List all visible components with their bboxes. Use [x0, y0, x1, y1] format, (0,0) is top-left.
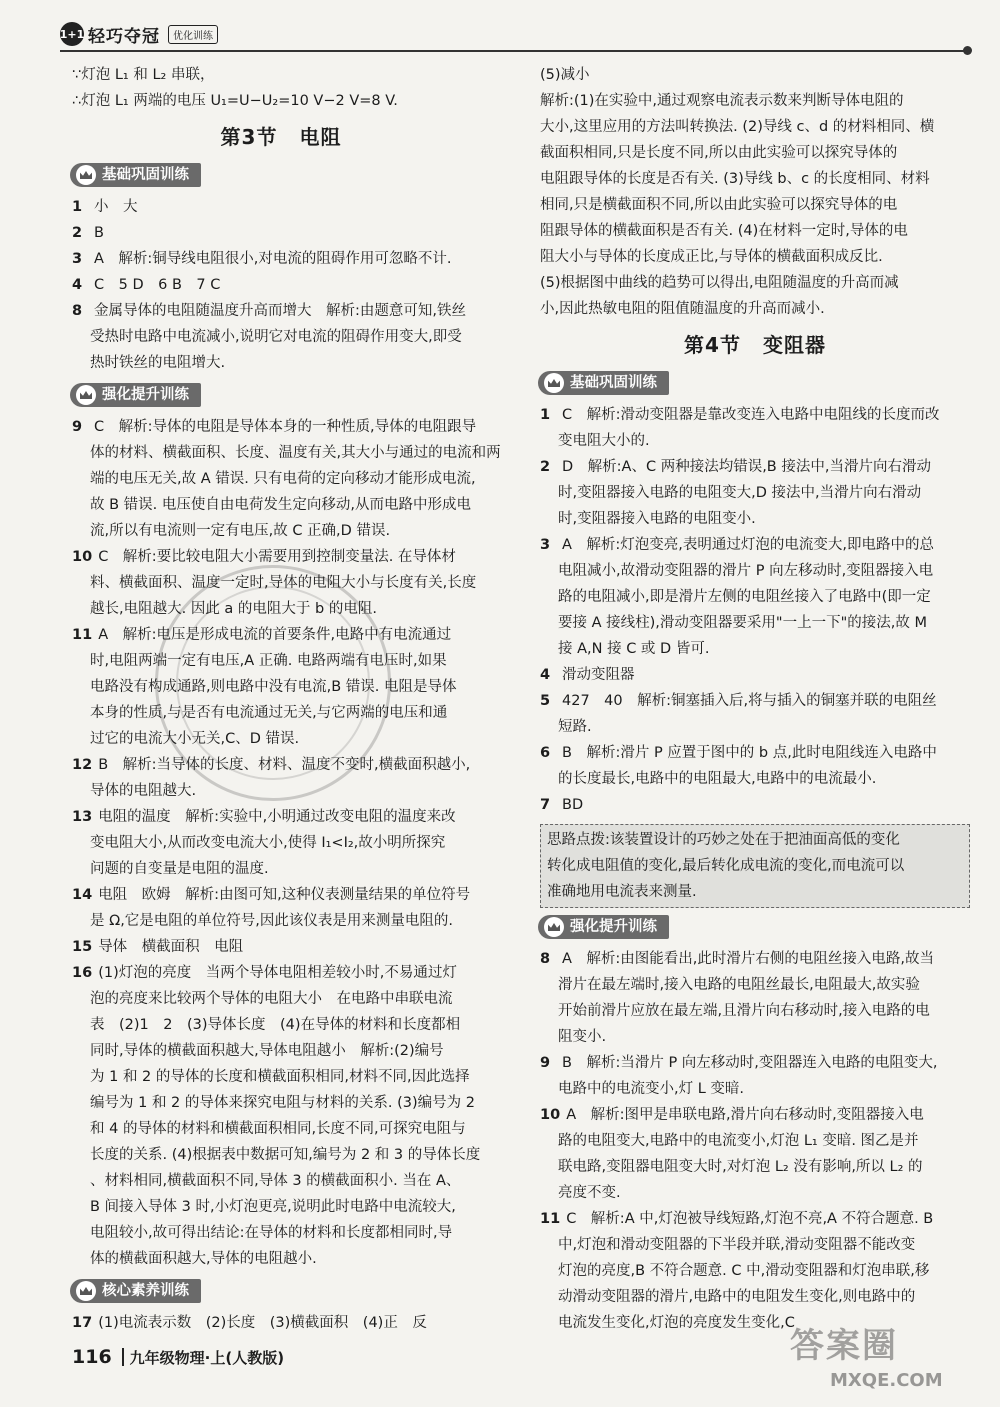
question-number: 13 [72, 809, 93, 825]
answer-text: 的长度最长,电路中的电阻最大,电路中的电流最小. [558, 771, 877, 787]
text-line: 小,因此热敏电阻的阻值随温度的升高而减小. [540, 301, 825, 317]
answer-text: 本身的性质,与是否有电流通过无关,与它两端的电压和通 [90, 705, 448, 721]
answer-text: 受热时电路中电流减小,说明它对电流的阻碍作用变大,即受 [90, 329, 462, 345]
answer-item [540, 740, 970, 792]
answer-item [540, 1102, 970, 1206]
right-column [540, 62, 970, 1336]
answer-text: A 解析:灯泡变亮,表明通过灯泡的电流变大,即电路中的总 [562, 537, 935, 553]
answer-text: 要接 A 接线柱),滑动变阻器要采用"一上一下"的接法,故 M [558, 615, 927, 631]
answer-text: 为 1 和 2 的导体的长度和横截面积相同,材料不同,因此选择 [90, 1069, 470, 1085]
question-number: 9 [540, 1055, 551, 1071]
answer-text: 变电阻大小的. [558, 433, 650, 449]
answer-block [540, 946, 970, 1336]
answer-text: 滑动变阻器 [562, 667, 635, 683]
answer-item [72, 934, 490, 960]
answer-item [72, 414, 501, 544]
banner-label: 基础巩固训练 [102, 167, 189, 183]
answer-item [540, 792, 970, 818]
answer-item [72, 804, 490, 882]
intro-lines [72, 62, 490, 114]
answer-text: 电路没有构成通路,则电路中没有电流,B 错误. 电阻是导体 [90, 679, 457, 695]
question-number: 11 [72, 627, 93, 643]
text-line: 阻跟导体的横截面积是否有关. (4)在材料一定时,导体的电 [540, 223, 908, 239]
section-title-4 [540, 332, 970, 358]
logo-mark: 1+1 [60, 22, 84, 46]
section-number: 第3节 [220, 125, 278, 149]
answer-text: 是 Ω,它是电阻的单位符号,因此该仪表是用来测量电阻的. [90, 913, 454, 929]
answer-item [72, 544, 490, 622]
question-number: 10 [72, 549, 93, 565]
text-line: ∵灯泡 L₁ 和 L₂ 串联， [72, 67, 215, 83]
answer-item [72, 246, 490, 272]
answer-text: B 解析:当滑片 P 向左移动时,变阻器连入电路的电阻变大, [562, 1055, 938, 1071]
answer-text: 中,灯泡和滑动变阻器的下半段并联,滑动变阻器不能改变 [558, 1237, 916, 1253]
logo-tag: 优化训练 [168, 25, 218, 44]
text-line: 解析:(1)在实验中,通过观察电流表示数来判断导体电阻的 [540, 93, 904, 109]
answer-item [72, 960, 490, 1272]
section-name: 变阻器 [762, 333, 826, 357]
header-dot [963, 46, 972, 55]
answer-text: 时,电阻两端一定有电压,A 正确. 电路两端有电压时,如果 [90, 653, 447, 669]
answer-text: B 间接入导体 3 时,小灯泡更亮,说明此时电路中电流较大, [90, 1199, 456, 1215]
answer-text: 编号为 1 和 2 的导体来探究电阻与材料的关系. (3)编号为 2 [90, 1095, 475, 1111]
answer-text: 流,所以有电流则一定有电压,故 C 正确,D 错误. [90, 523, 391, 539]
answer-text: 端的电压无关,故 A 错误. 只有电荷的定向移动才能形成电流, [90, 471, 476, 487]
answer-text: A 解析:电压是形成电流的首要条件,电路中有电流通过 [98, 627, 452, 643]
answer-text: C 解析:要比较电阻大小需要用到控制变量法. 在导体材 [98, 549, 456, 565]
answer-text: B 解析:滑片 P 应置于图中的 b 点,此时电阻线连入电路中 [562, 745, 937, 761]
answer-text: 问题的自变量是电阻的温度. [90, 861, 269, 877]
question-number: 2 [72, 225, 83, 241]
question-number: 1 [72, 199, 83, 215]
answer-text: A 解析:铜导线电阻很小,对电流的阻碍作用可忽略不计. [94, 251, 452, 267]
answer-text: 亮度不变. [558, 1185, 621, 1201]
answer-text: C 5 D 6 B 7 C [94, 277, 221, 293]
answer-block [72, 1310, 490, 1336]
question-number: 6 [540, 745, 551, 761]
answer-text: C 解析:滑动变阻器是靠改变连入电路中电阻线的长度而改 [562, 407, 940, 423]
answer-block [72, 194, 490, 376]
answer-text: B [94, 225, 104, 241]
banner-core [70, 1278, 490, 1304]
answer-text: 泡的亮度来比较两个导体的电阻大小 在电路中串联电流 [90, 991, 453, 1007]
answer-text: BD [562, 797, 584, 813]
question-number: 3 [540, 537, 551, 553]
answer-text: 料、横截面积、温度一定时,导体的电阻大小与长度有关,长度 [90, 575, 477, 591]
answer-text: 短路. [558, 719, 592, 735]
text-line: 相同,只是横截面积不同,所以由此实验可以探究导体的电 [540, 197, 898, 213]
answer-item [72, 752, 490, 804]
answer-item [72, 194, 490, 220]
watermark-url: MXQE.COM [830, 1370, 943, 1391]
header-rule [60, 50, 970, 52]
question-number: 9 [72, 419, 83, 435]
text-line: 转化成电阻值的变化,最后转化成电流的变化,而电流可以 [547, 858, 905, 874]
question-number: 2 [540, 459, 551, 475]
text-line: ∴灯泡 L₁ 两端的电压 U₁=U−U₂=10 V−2 V=8 V. [72, 93, 398, 109]
banner-label: 强化提升训练 [570, 919, 657, 935]
answer-text: 电阻较小,故可得出结论:在导体的材料和长度都相同时,导 [90, 1225, 453, 1241]
answer-item [540, 532, 970, 662]
answer-text: 427 40 解析:铜塞插入后,将与插入的铜塞并联的电阻丝 [562, 693, 937, 709]
answer-text: 导体 横截面积 电阻 [98, 939, 244, 955]
text-line: 思路点拨:该装置设计的巧妙之处在于把油面高低的变化 [547, 832, 900, 848]
answer-text: (1)电流表示数 (2)长度 (3)横截面积 (4)正 反 [98, 1315, 427, 1331]
answer-text: 时,变阻器接入电路的电阻变小. [558, 511, 756, 527]
question-number: 11 [540, 1211, 561, 1227]
question-number: 15 [72, 939, 93, 955]
banner-label: 基础巩固训练 [570, 375, 657, 391]
banner-basic [538, 370, 970, 396]
answer-text: 和 4 的导体的材料和横截面积相同,长度不同,可探究电阻与 [90, 1121, 466, 1137]
tip-box [540, 824, 970, 908]
answer-item [72, 298, 490, 376]
answer-text: 变电阻大小,从而改变电流大小,使得 I₁<I₂,故小明所探究 [90, 835, 446, 851]
answer-text: 金属导体的电阻随温度升高而增大 解析:由题意可知,铁丝 [94, 303, 466, 319]
answer-text: 导体的电阻越大. [90, 783, 197, 799]
crown-icon [76, 1281, 96, 1301]
answer-text: B 解析:当导体的长度、材料、温度不变时,横截面积越小, [98, 757, 471, 773]
answer-item [72, 622, 490, 752]
crown-icon [76, 385, 96, 405]
answer-item [72, 220, 490, 246]
question-number: 3 [72, 251, 83, 267]
answer-text: 路的电阻变大,电路中的电流变小,灯泡 L₁ 变暗. 图乙是并 [558, 1133, 919, 1149]
question-number: 4 [72, 277, 83, 293]
answer-text: 灯泡的亮度,B 不符合题意. C 中,滑动变阻器和灯泡串联,移 [558, 1263, 930, 1279]
answer-text: 长度的关系. (4)根据表中数据可知,编号为 2 和 3 的导体长度 [90, 1147, 481, 1163]
banner-basic [70, 162, 490, 188]
answer-text: (1)灯泡的亮度 当两个导体电阻相差较小时,不易通过灯 [98, 965, 457, 981]
answer-text: 过它的电流大小无关,C、D 错误. [90, 731, 300, 747]
answer-text: 故 B 错误. 电压使自由电荷发生定向移动,从而电路中形成电 [90, 497, 471, 513]
answer-text: 表 (2)1 2 (3)导体长度 (4)在导体的材料和长度都相 [90, 1017, 461, 1033]
question-number: 10 [540, 1107, 561, 1123]
answer-text: D 解析:A、C 两种接法均错误,B 接法中,当滑片向右滑动 [562, 459, 931, 475]
answer-item [540, 454, 970, 532]
answer-text: A 解析:图甲是串联电路,滑片向右移动时,变阻器接入电 [566, 1107, 924, 1123]
section-title-3 [72, 124, 490, 150]
answer-item [540, 662, 970, 688]
answer-text: 电路中的电流变小,灯 L 变暗. [558, 1081, 745, 1097]
continued-answer [540, 62, 970, 322]
question-number: 4 [540, 667, 551, 683]
footer-divider [122, 1348, 124, 1366]
answer-item [540, 946, 970, 1050]
answer-text: 电阻减小,故滑动变阻器的滑片 P 向左移动时,变阻器接入电 [558, 563, 934, 579]
answer-text: 动滑动变阻器的滑片,电路中的电阻发生变化,则电路中的 [558, 1289, 916, 1305]
crown-icon [544, 373, 564, 393]
text-line: (5)根据图中曲线的趋势可以得出,电阻随温度的升高而减 [540, 275, 899, 291]
answer-text: 开始前滑片应放在最左端,且滑片向右移动时,接入电路的电 [558, 1003, 930, 1019]
answer-item [540, 1050, 970, 1102]
question-number: 17 [72, 1315, 93, 1331]
answer-text: 体的横截面积越大,导体的电阻越小. [90, 1251, 317, 1267]
question-number: 1 [540, 407, 551, 423]
banner-label: 强化提升训练 [102, 387, 189, 403]
banner-label: 核心素养训练 [102, 1283, 189, 1299]
question-number: 8 [540, 951, 551, 967]
answer-text: 体的材料、横截面积、长度、温度有关,其大小与通过的电流和两 [90, 445, 501, 461]
question-number: 16 [72, 965, 93, 981]
question-number: 5 [540, 693, 551, 709]
logo-text: 轻巧夺冠 [88, 26, 160, 47]
crown-icon [544, 917, 564, 937]
answer-text: C 解析:导体的电阻是导体本身的一种性质,导体的电阻跟导 [94, 419, 477, 435]
answer-text: 滑片在最左端时,接入电路的电阻丝最长,电阻最大,故实验 [558, 977, 920, 993]
answer-text: 路的电阻减小,即是滑片左侧的电阻丝接入了电路中(即一定 [558, 589, 931, 605]
answer-text: 阻变小. [558, 1029, 607, 1045]
answer-text: 联电路,变阻器电阻变大时,对灯泡 L₂ 没有影响,所以 L₂ 的 [558, 1159, 923, 1175]
banner-advanced [538, 914, 970, 940]
answer-text: 、材料相同,横截面积不同,导体 3 的横截面积小. 当在 A、 [90, 1173, 461, 1189]
text-line: 截面积相同,只是长度不同,所以由此实验可以探究导体的 [540, 145, 898, 161]
question-number: 7 [540, 797, 551, 813]
section-name: 电阻 [299, 125, 342, 149]
brand-logo [60, 20, 218, 48]
answer-text: 时,变阻器接入电路的电阻变大,D 接法中,当滑片向右滑动 [558, 485, 922, 501]
answer-text: 同时,导体的横截面积越大,导体电阻越小 解析:(2)编号 [90, 1043, 444, 1059]
answer-item [72, 882, 490, 934]
watermark-logo: 答案圈 [790, 1326, 898, 1366]
answer-text: C 解析:A 中,灯泡被导线短路,灯泡不亮,A 不符合题意. B [566, 1211, 934, 1227]
answer-text: A 解析:由图能看出,此时滑片右侧的电阻丝接入电路,故当 [562, 951, 935, 967]
answer-block [72, 414, 501, 1272]
text-line: 阻大小与导体的长度成正比,与导体的横截面积成反比. [540, 249, 883, 265]
page-footer [72, 1346, 284, 1368]
answer-item [540, 402, 970, 454]
answer-item [72, 1310, 490, 1336]
text-line: 电阻跟导体的长度是否有关. (3)导线 b、c 的长度相同、材料 [540, 171, 930, 187]
answer-text: 电阻的温度 解析:实验中,小明通过改变电阻的温度来改 [98, 809, 456, 825]
question-number: 14 [72, 887, 93, 903]
answer-item [540, 1206, 970, 1336]
answer-text: 小 大 [94, 199, 138, 215]
book-title: 九年级物理·上(人教版) [129, 1348, 285, 1367]
question-number: 8 [72, 303, 83, 319]
answer-item [72, 272, 490, 298]
page-header [60, 18, 970, 58]
answer-text: 电流发生变化,灯泡的亮度发生变化,C [558, 1315, 795, 1331]
text-line: 准确地用电流表来测量. [547, 884, 697, 900]
answer-text: 接 A,N 接 C 或 D 皆可. [558, 641, 710, 657]
answer-item [540, 688, 970, 740]
text-line: 大小,这里应用的方法叫转换法. (2)导线 c、d 的材料相同、横 [540, 119, 935, 135]
answer-text: 电阻 欧姆 解析:由图可知,这种仪表测量结果的单位符号 [98, 887, 471, 903]
answer-text: 越长,电阻越大. 因此 a 的电阻大于 b 的电阻. [90, 601, 377, 617]
question-number: 12 [72, 757, 93, 773]
crown-icon [76, 165, 96, 185]
banner-advanced [70, 382, 490, 408]
section-number: 第4节 [684, 333, 741, 357]
answer-block [540, 402, 970, 818]
text-line: (5)减小 [540, 67, 590, 83]
answer-text: 热时铁丝的电阻增大. [90, 355, 226, 371]
page-number: 116 [72, 1346, 112, 1368]
left-column [72, 62, 501, 1336]
